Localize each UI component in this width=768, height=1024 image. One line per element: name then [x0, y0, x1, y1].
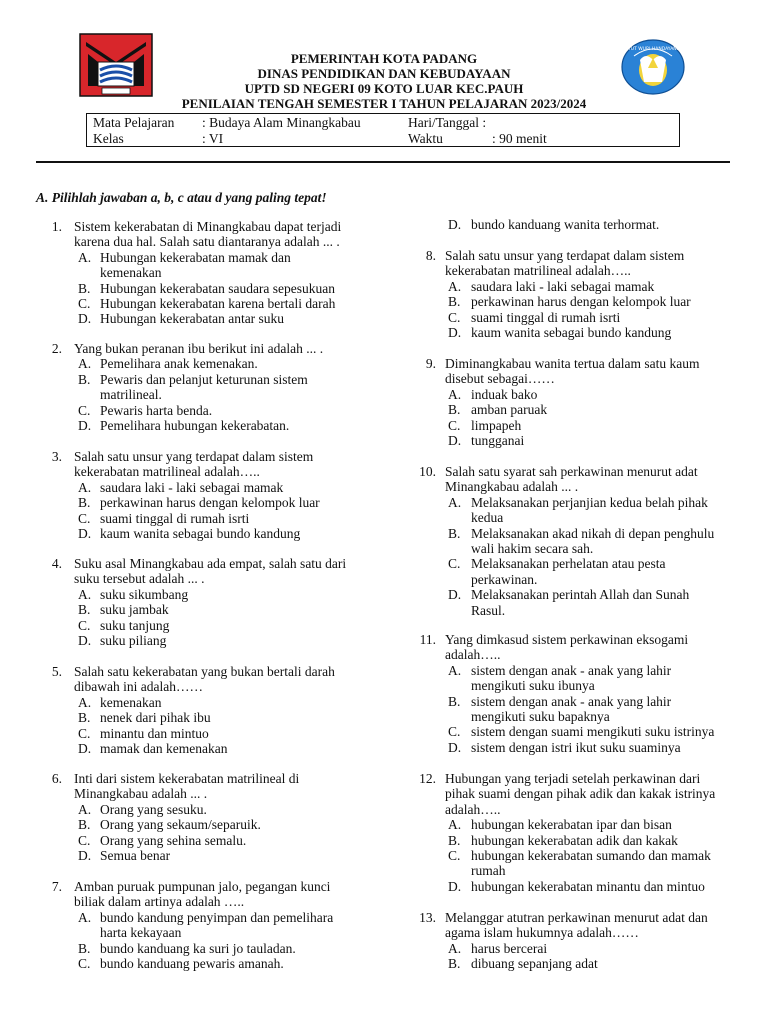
- option-letter: C.: [448, 309, 461, 325]
- option-text: Rasul.: [471, 602, 506, 618]
- option-text: harus bercerai: [471, 940, 548, 956]
- option-text: suku jambak: [100, 602, 169, 618]
- option-letter: D.: [448, 325, 462, 340]
- option-letter: A.: [78, 249, 92, 265]
- question-text: agama islam hukumnya adalah……: [445, 925, 639, 941]
- question-number: 13.: [419, 910, 436, 925]
- option-letter: B.: [448, 294, 461, 310]
- tut-wuri-handayani-logo: [620, 38, 686, 96]
- subject-label: Mata Pelajaran: [93, 115, 175, 130]
- question-text: Salah satu kekerabatan yang bukan bertali darah: [74, 664, 335, 679]
- option-letter: D.: [78, 418, 92, 433]
- question-text: Hubungan yang terjadi setelah perkawinan dari: [445, 771, 701, 786]
- question-text: Diminangkabau wanita tertua dalam satu kaum: [445, 356, 700, 371]
- option-text: suku sikumbang: [100, 586, 189, 602]
- question-number: 11.: [419, 632, 436, 647]
- question-number: 5.: [51, 664, 62, 679]
- question-text: Amban puruak pumpunan jalo, pegangan kunci: [74, 879, 331, 894]
- question-text: Salah satu unsur yang terdapat dalam sistem: [74, 449, 314, 464]
- option-text: Orang yang sekaum/separuik.: [100, 817, 261, 833]
- option-letter: C.: [78, 956, 91, 971]
- option-letter: B.: [448, 693, 461, 709]
- option-letter: B.: [448, 402, 461, 418]
- option-text: suku piliang: [100, 633, 167, 648]
- option-text: Melaksanakan perintah Allah dan Sunah: [471, 587, 690, 603]
- section-instruction: A. Pilihlah jawaban a, b, c atau d yang paling tepat!: [36, 190, 327, 205]
- option-text: suami tinggal di rumah isrti: [100, 510, 250, 526]
- option-letter: D.: [78, 848, 92, 863]
- option-text: hubungan kekerabatan ipar dan bisan: [471, 817, 672, 833]
- option-letter: B.: [448, 832, 461, 848]
- option-text: amban paruak: [471, 402, 548, 418]
- option-text: Semua benar: [100, 848, 171, 863]
- option-letter: D.: [78, 633, 92, 648]
- option-text: Melaksanakan akad nikah di depan penghulu: [471, 525, 715, 541]
- question-text: suku tersebut adalah ... .: [74, 571, 205, 587]
- option-text: perkawinan harus dengan kelompok luar: [471, 294, 691, 310]
- option-letter: A.: [78, 586, 92, 602]
- question-text: Yang dimkasud sistem perkawinan eksogami: [445, 632, 689, 647]
- option-text: sistem dengan anak - anak yang lahir: [471, 693, 672, 709]
- option-text: kaum wanita sebagai bundo kandung: [471, 325, 672, 340]
- option-letter: B.: [448, 525, 461, 541]
- option-text: saudara laki - laki sebagai mamak: [100, 479, 284, 495]
- option-letter: D.: [78, 741, 92, 756]
- option-text: suami tinggal di rumah isrti: [471, 309, 621, 325]
- option-letter: A.: [78, 356, 92, 372]
- option-letter: D.: [448, 217, 462, 232]
- option-text: Pemelihara hubungan kekerabatan.: [100, 418, 290, 433]
- option-letter: C.: [448, 417, 461, 433]
- question-number: 6.: [51, 771, 62, 786]
- option-text: Orang yang sehina semalu.: [100, 832, 247, 848]
- option-text: mengikuti suku ibunya: [471, 678, 595, 694]
- option-text: bundo kanduang wanita terhormat.: [471, 217, 660, 232]
- option-text: harta kekayaan: [100, 925, 182, 941]
- kota-padang-logo: [78, 32, 154, 98]
- option-text: nenek dari pihak ibu: [100, 710, 211, 726]
- day-date-label: Hari/Tanggal :: [408, 115, 487, 130]
- question-text: adalah…..: [445, 647, 501, 663]
- option-letter: C.: [448, 724, 461, 740]
- option-letter: C.: [78, 725, 91, 741]
- question-number: 10.: [419, 464, 436, 479]
- question-text: dibawah ini adalah……: [74, 679, 203, 695]
- question-text: Melanggar atutran perkawinan menurut adat dan: [445, 910, 708, 925]
- option-letter: C.: [78, 402, 91, 418]
- question-number: 9.: [425, 356, 436, 371]
- option-letter: C.: [78, 617, 91, 633]
- option-letter: A.: [78, 694, 92, 710]
- header-department: DINAS PENDIDIKAN DAN KEBUDAYAAN: [257, 66, 511, 81]
- question-text: biliak dalam artinya adalah …..: [74, 894, 245, 910]
- option-letter: B.: [78, 280, 91, 296]
- option-text: sistem dengan suami mengikuti suku istrinya: [471, 724, 715, 740]
- question-number: 12.: [419, 771, 436, 786]
- option-letter: D.: [78, 526, 92, 541]
- question-text: Yang bukan peranan ibu berikut ini adalah ... .: [74, 341, 324, 356]
- subject-value: : Budaya Alam Minangkabau: [202, 115, 361, 130]
- option-letter: D.: [448, 433, 462, 448]
- option-letter: D.: [448, 739, 462, 755]
- option-text: saudara laki - laki sebagai mamak: [471, 278, 655, 294]
- option-text: wali hakim secara sah.: [471, 541, 594, 556]
- header-school: UPTD SD NEGERI 09 KOTO LUAR KEC.PAUH: [244, 81, 524, 96]
- option-text: Melaksanakan perjanjian kedua belah pihak: [471, 494, 708, 510]
- option-letter: A.: [448, 940, 462, 956]
- option-letter: D.: [78, 311, 92, 327]
- time-label: Waktu: [408, 131, 443, 146]
- question-number: 3.: [51, 449, 62, 464]
- logo-motto: TUT WURI HANDAYANI: [628, 47, 678, 52]
- option-text: kaum wanita sebagai bundo kandung: [100, 526, 301, 541]
- header-government: PEMERINTAH KOTA PADANG: [290, 51, 478, 66]
- option-text: hubungan kekerabatan minantu dan mintuo: [471, 878, 705, 894]
- question-text: kekerabatan matrilineal adalah…..: [445, 263, 631, 279]
- option-letter: C.: [448, 556, 461, 572]
- option-letter: B.: [78, 371, 91, 387]
- option-text: hubungan kekerabatan adik dan kakak: [471, 832, 678, 848]
- option-text: Pemelihara anak kemenakan.: [100, 356, 258, 372]
- option-text: bundo kanduang ka suri jo tauladan.: [100, 940, 296, 956]
- option-text: Hubungan kekerabatan mamak dan: [100, 249, 291, 265]
- question-text: karena dua hal. Salah satu diantaranya adalah ... .: [74, 234, 340, 250]
- option-text: kemenakan: [100, 694, 162, 710]
- question-number: 7.: [51, 879, 62, 894]
- time-value: : 90 menit: [492, 131, 547, 146]
- question-number: 4.: [51, 556, 62, 571]
- option-letter: B.: [78, 710, 91, 726]
- option-text: Orang yang sesuku.: [100, 801, 207, 817]
- option-text: minantu dan mintuo: [100, 725, 209, 741]
- option-text: Hubungan kekerabatan saudara sepesukuan: [100, 280, 336, 296]
- question-text: Suku asal Minangkabau ada empat, salah satu dari: [74, 556, 347, 571]
- question-number: 1.: [51, 219, 62, 234]
- option-text: suku tanjung: [100, 617, 170, 633]
- class-value: : VI: [202, 131, 224, 146]
- option-text: Pewaris harta benda.: [100, 402, 213, 418]
- option-letter: C.: [78, 510, 91, 526]
- option-text: bundo kanduang pewaris amanah.: [100, 956, 284, 971]
- option-text: matrilineal.: [100, 387, 162, 403]
- option-text: tungganai: [471, 433, 525, 448]
- question-text: Inti dari sistem kekerabatan matrilineal di: [74, 771, 300, 786]
- question-text: Minangkabau adalah ... .: [445, 479, 579, 495]
- option-text: kemenakan: [100, 265, 162, 281]
- option-letter: A.: [448, 662, 462, 678]
- option-letter: A.: [448, 278, 462, 294]
- question-text: kekerabatan matrilineal adalah…..: [74, 464, 260, 480]
- option-text: hubungan kekerabatan sumando dan mamak: [471, 848, 711, 863]
- option-letter: C.: [78, 296, 91, 311]
- exam-info-box: [86, 113, 680, 147]
- option-text: kedua: [471, 510, 504, 526]
- option-letter: B.: [78, 940, 91, 956]
- option-text: sistem dengan anak - anak yang lahir: [471, 662, 672, 678]
- option-text: dibuang sepanjang adat: [471, 956, 598, 972]
- option-letter: B.: [78, 817, 91, 833]
- question-text: adalah…..: [445, 801, 501, 817]
- option-text: rumah: [471, 863, 506, 879]
- class-label: Kelas: [93, 131, 124, 146]
- option-text: Hubungan kekerabatan karena bertali darah: [100, 296, 336, 311]
- option-text: Melaksanakan perhelatan atau pesta: [471, 556, 666, 572]
- option-text: Pewaris dan pelanjut keturunan sistem: [100, 371, 308, 387]
- option-letter: D.: [448, 878, 462, 894]
- option-letter: B.: [78, 602, 91, 618]
- question-number: 8.: [425, 248, 436, 263]
- option-text: induak bako: [471, 386, 538, 402]
- option-text: perkawinan.: [471, 571, 538, 587]
- option-text: bundo kandung penyimpan dan pemelihara: [100, 909, 334, 925]
- option-letter: D.: [448, 587, 462, 603]
- option-text: mamak dan kemenakan: [100, 741, 228, 756]
- question-text: Salah satu syarat sah perkawinan menurut adat: [445, 464, 698, 479]
- question-text: Sistem kekerabatan di Minangkabau dapat terjadi: [74, 219, 342, 234]
- option-letter: A.: [448, 817, 462, 833]
- question-text: Salah satu unsur yang terdapat dalam sistem: [445, 248, 685, 263]
- question-text: pihak suami dengan pihak adik dan kakak istrinya: [445, 786, 716, 802]
- question-text: Minangkabau adalah ... .: [74, 786, 208, 802]
- option-letter: A.: [448, 494, 462, 510]
- option-letter: A.: [78, 909, 92, 925]
- option-letter: A.: [78, 801, 92, 817]
- option-text: mengikuti suku bapaknya: [471, 709, 610, 724]
- header-divider: [36, 161, 730, 163]
- question-text: disebut sebagai……: [445, 371, 555, 387]
- option-text: perkawinan harus dengan kelompok luar: [100, 495, 320, 511]
- question-number: 2.: [51, 341, 62, 356]
- option-letter: A.: [78, 479, 92, 495]
- option-text: limpapeh: [471, 417, 522, 433]
- option-text: Hubungan kekerabatan antar suku: [100, 311, 285, 327]
- option-letter: B.: [78, 495, 91, 511]
- option-letter: C.: [448, 848, 461, 863]
- option-text: sistem dengan istri ikut suku suaminya: [471, 739, 681, 755]
- option-letter: B.: [448, 956, 461, 972]
- option-letter: C.: [78, 832, 91, 848]
- option-letter: A.: [448, 386, 462, 402]
- header-exam-title: PENILAIAN TENGAH SEMESTER I TAHUN PELAJARAN 2023/2024: [181, 96, 587, 111]
